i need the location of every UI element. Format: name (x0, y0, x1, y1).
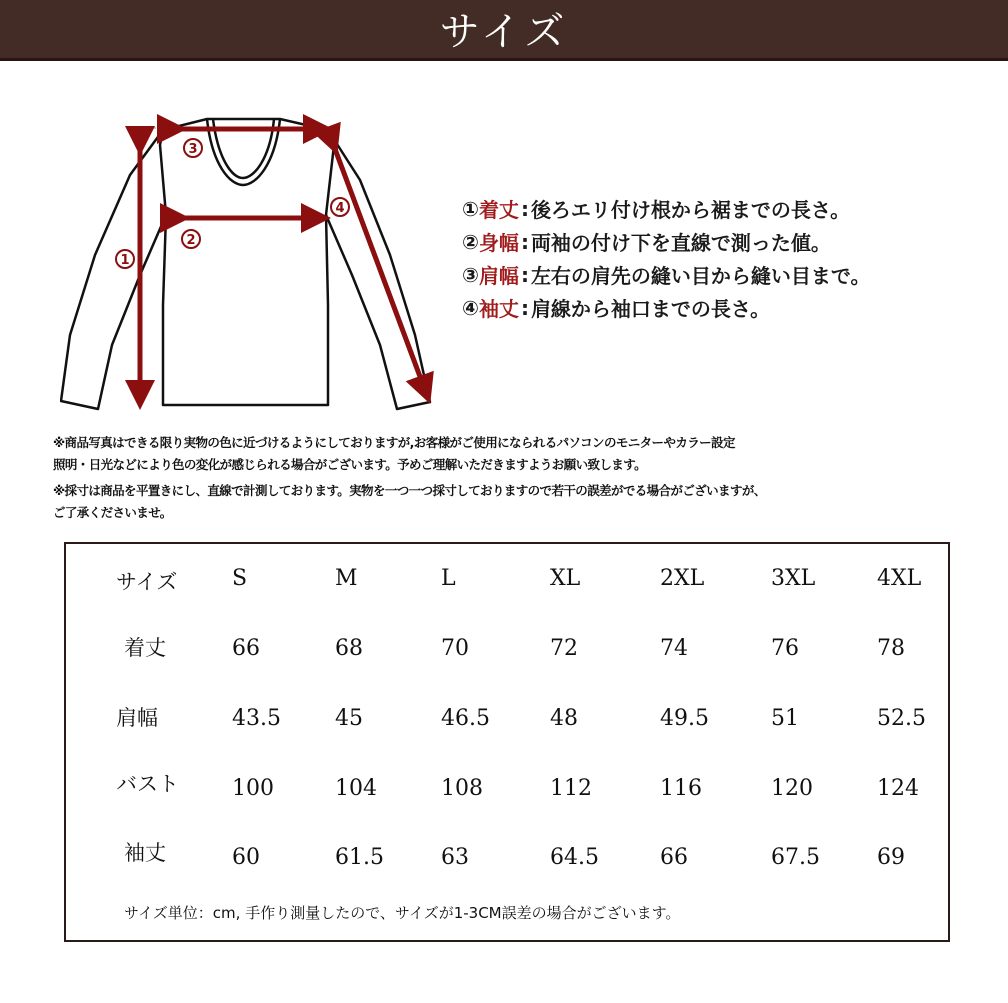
size-table (64, 542, 950, 942)
table-cell: 120 (771, 776, 813, 801)
legend-term: 袖丈 (478, 297, 519, 321)
note-line: ご了承くださいませ。 (53, 505, 172, 520)
size-col: M (335, 566, 358, 591)
legend-item-chest (462, 225, 871, 258)
legend-colon: : (520, 295, 529, 320)
disclaimer-notes (53, 432, 993, 528)
legend-term: 身幅 (478, 231, 519, 255)
table-cell: 46.5 (441, 706, 490, 731)
table-row (66, 841, 948, 885)
legend-term: 着丈 (478, 198, 519, 222)
measurement-legend (462, 192, 871, 324)
legend-description: 肩線から袖口までの長さ。 (530, 297, 771, 321)
marker-1-icon (116, 250, 134, 268)
table-cell: 68 (335, 636, 363, 661)
title-banner (0, 0, 1008, 61)
table-row (66, 706, 948, 746)
legend-colon: : (520, 229, 529, 254)
table-cell: 66 (232, 636, 260, 661)
color-disclaimer (53, 432, 993, 476)
table-cell: 67.5 (771, 845, 820, 870)
table-cell: 66 (660, 845, 688, 870)
svg-text:1: 1 (120, 253, 130, 268)
table-row (66, 636, 948, 676)
banner-title: サイズ (439, 8, 569, 55)
table-cell: 49.5 (660, 706, 709, 731)
table-cell: 74 (660, 636, 688, 661)
table-cell: 64.5 (550, 845, 599, 870)
svg-text:3: 3 (188, 142, 198, 157)
table-cell: 78 (877, 636, 905, 661)
size-col: 4XL (877, 566, 922, 591)
header-label: サイズ (116, 570, 178, 594)
measurement-disclaimer (53, 480, 993, 524)
row-label: 着丈 (124, 636, 166, 660)
table-cell: 70 (441, 636, 469, 661)
size-col: 3XL (771, 566, 816, 591)
table-cell: 43.5 (232, 706, 281, 731)
table-header-row (66, 566, 948, 606)
legend-colon: : (520, 262, 529, 287)
legend-number: ③ (462, 262, 479, 287)
legend-item-shoulder (462, 258, 871, 291)
legend-number: ① (462, 196, 479, 221)
size-footnote: サイズ単位：cm, 手作り測量したので、サイズが1-3CM誤差の場合がございます。 (124, 904, 681, 922)
legend-description: 両袖の付け下を直線で測った値。 (530, 231, 831, 255)
table-cell: 48 (550, 706, 578, 731)
shirt-measurement-diagram (60, 105, 460, 415)
table-cell: 100 (232, 776, 274, 801)
table-cell: 108 (441, 776, 483, 801)
legend-term: 肩幅 (478, 264, 519, 288)
table-cell: 124 (877, 776, 919, 801)
note-line: ※採寸は商品を平置きにし、直線で計測しております。実物を一つ一つ採寸しておりますので若干の誤差がでる場合がございますが、 (53, 483, 766, 498)
shirt-outline-icon (60, 105, 460, 415)
note-line: 照明・日光などにより色の変化が感じられる場合がございます。予めご理解いただきますようお願い致します。 (53, 457, 647, 472)
table-cell: 112 (550, 776, 592, 801)
table-cell: 60 (232, 845, 260, 870)
legend-number: ④ (462, 295, 479, 320)
legend-description: 後ろエリ付け根から裾までの長さ。 (530, 198, 851, 222)
table-cell: 76 (771, 636, 799, 661)
marker-4-icon (331, 198, 349, 216)
table-cell: 116 (660, 776, 702, 801)
row-label: 肩幅 (116, 706, 158, 730)
svg-text:4: 4 (335, 201, 345, 216)
table-cell: 72 (550, 636, 578, 661)
table-cell: 104 (335, 776, 377, 801)
svg-text:2: 2 (186, 233, 196, 248)
legend-number: ② (462, 229, 479, 254)
legend-description: 左右の肩先の縫い目から縫い目まで。 (530, 264, 871, 288)
legend-item-sleeve (462, 291, 871, 324)
row-label: バスト (116, 772, 179, 796)
size-col: XL (550, 566, 581, 591)
row-label: 袖丈 (124, 841, 166, 865)
legend-item-length (462, 192, 871, 225)
size-col: S (232, 566, 248, 591)
table-cell: 63 (441, 845, 469, 870)
marker-3-icon (184, 139, 202, 157)
size-col: 2XL (660, 566, 705, 591)
table-row (66, 772, 948, 816)
size-col: L (441, 566, 456, 591)
marker-2-icon (182, 230, 200, 248)
table-cell: 45 (335, 706, 363, 731)
table-cell: 61.5 (335, 845, 384, 870)
legend-colon: : (520, 196, 529, 221)
table-cell: 69 (877, 845, 905, 870)
table-cell: 51 (771, 706, 799, 731)
note-line: ※商品写真はできる限り実物の色に近づけるようにしておりますが,お客様がご使用になられるパソコンのモニターやカラー設定 (53, 435, 735, 450)
table-cell: 52.5 (877, 706, 926, 731)
